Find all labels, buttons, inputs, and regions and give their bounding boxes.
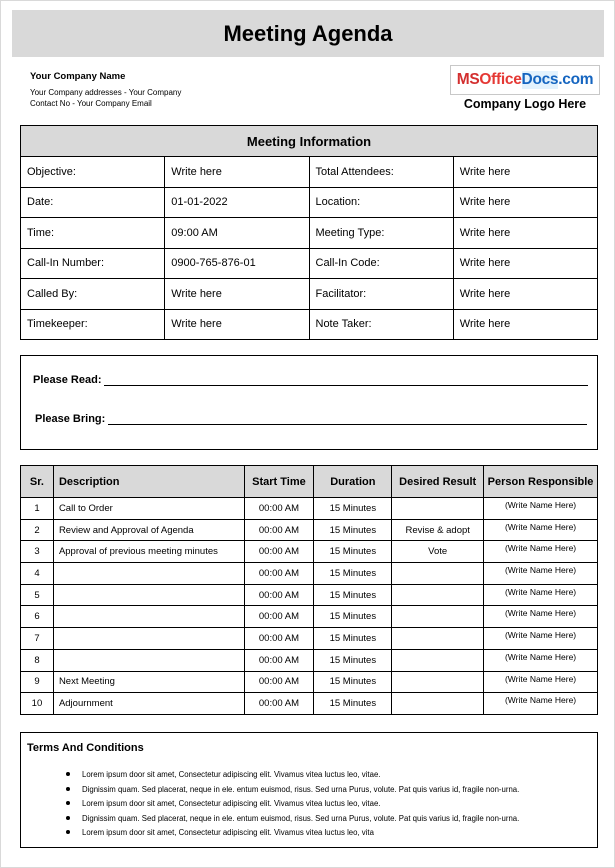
list-item: Lorem ipsum door sit amet, Consectetur adipiscing elit. Vivamus vitea luctus leo, vitae. — [65, 770, 519, 785]
info-label: Time: — [21, 218, 165, 249]
cell-desired-result[interactable]: Revise & adopt — [392, 519, 484, 541]
info-label: Total Attendees: — [309, 157, 453, 188]
col-header-desired-result: Desired Result — [392, 466, 484, 498]
cell-start-time[interactable]: 00:00 AM — [244, 628, 314, 650]
cell-sr: 1 — [21, 498, 54, 520]
agenda-header-row — [21, 466, 598, 498]
please-read-line — [33, 374, 588, 386]
cell-person-responsible[interactable]: (Write Name Here) — [484, 584, 598, 606]
info-value[interactable]: 0900-765-876-01 — [165, 248, 309, 279]
cell-start-time[interactable]: 00:00 AM — [244, 563, 314, 585]
meeting-info-row — [21, 248, 598, 279]
cell-person-responsible[interactable]: (Write Name Here) — [484, 693, 598, 715]
cell-duration[interactable]: 15 Minutes — [314, 649, 392, 671]
cell-sr: 3 — [21, 541, 54, 563]
cell-duration[interactable]: 15 Minutes — [314, 628, 392, 650]
cell-sr: 9 — [21, 671, 54, 693]
company-contact: Contact No - Your Company Email — [30, 98, 152, 108]
info-label: Date: — [21, 187, 165, 218]
page-title: Meeting Agenda — [223, 20, 393, 46]
cell-desired-result[interactable] — [392, 606, 484, 628]
cell-duration[interactable]: 15 Minutes — [314, 693, 392, 715]
cell-desired-result[interactable] — [392, 498, 484, 520]
cell-description[interactable] — [53, 649, 244, 671]
company-name: Your Company Name — [30, 71, 126, 82]
table-row — [21, 541, 598, 563]
meeting-info-table — [20, 125, 598, 340]
title-bar — [12, 10, 604, 57]
please-read-label: Please Read: — [33, 374, 102, 386]
cell-start-time[interactable]: 00:00 AM — [244, 649, 314, 671]
list-item: Dignissim quam. Sed placerat, neque in ele. entum euismod, risus. Sed urna Purus, volute. Pat quis varius id, fragile non-urna. — [65, 785, 519, 800]
cell-description[interactable] — [53, 584, 244, 606]
cell-description[interactable]: Next Meeting — [53, 671, 244, 693]
logo-caption: Company Logo Here — [463, 97, 587, 111]
cell-desired-result[interactable] — [392, 693, 484, 715]
list-item: Dignissim quam. Sed placerat, neque in ele. entum euismod, risus. Sed urna Purus, volute. Pat quis varius id, fragile non-urna. — [65, 814, 519, 829]
cell-start-time[interactable]: 00:00 AM — [244, 606, 314, 628]
cell-duration[interactable]: 15 Minutes — [314, 584, 392, 606]
col-header-person-responsible: Person Responsible — [484, 466, 598, 498]
meeting-info-heading: Meeting Information — [21, 126, 598, 157]
info-value[interactable]: Write here — [165, 309, 309, 340]
meeting-info-row — [21, 309, 598, 340]
cell-desired-result[interactable] — [392, 628, 484, 650]
meeting-info-row — [21, 279, 598, 310]
cell-person-responsible[interactable]: (Write Name Here) — [484, 519, 598, 541]
terms-box — [20, 732, 598, 848]
cell-sr: 6 — [21, 606, 54, 628]
cell-description[interactable]: Review and Approval of Agenda — [53, 519, 244, 541]
terms-list — [65, 770, 519, 843]
info-label: Timekeeper: — [21, 309, 165, 340]
cell-desired-result[interactable] — [392, 584, 484, 606]
col-header-duration: Duration — [314, 466, 392, 498]
cell-description[interactable]: Approval of previous meeting minutes — [53, 541, 244, 563]
info-label: Meeting Type: — [309, 218, 453, 249]
logo-part-office: Office — [479, 71, 522, 88]
terms-heading: Terms And Conditions — [27, 742, 144, 754]
info-value[interactable]: Write here — [453, 279, 597, 310]
info-value[interactable]: 01-01-2022 — [165, 187, 309, 218]
cell-sr: 10 — [21, 693, 54, 715]
table-row — [21, 498, 598, 520]
cell-person-responsible[interactable]: (Write Name Here) — [484, 606, 598, 628]
cell-person-responsible[interactable]: (Write Name Here) — [484, 671, 598, 693]
company-block — [30, 71, 181, 109]
info-label: Objective: — [21, 157, 165, 188]
cell-duration[interactable]: 15 Minutes — [314, 519, 392, 541]
info-label: Call-In Code: — [309, 248, 453, 279]
info-value[interactable]: Write here — [453, 187, 597, 218]
list-item: Lorem ipsum door sit amet, Consectetur adipiscing elit. Vivamus vitea luctus leo, vita — [65, 828, 519, 843]
info-value[interactable]: Write here — [453, 309, 597, 340]
logo-part-com: .com — [558, 71, 594, 88]
cell-person-responsible[interactable]: (Write Name Here) — [484, 563, 598, 585]
cell-desired-result[interactable]: Vote — [392, 541, 484, 563]
please-bring-label: Please Bring: — [35, 413, 106, 425]
company-logo — [450, 65, 600, 95]
cell-description[interactable] — [53, 606, 244, 628]
logo-part-docs: Docs — [521, 71, 559, 88]
please-read-field[interactable] — [104, 374, 588, 386]
cell-duration[interactable]: 15 Minutes — [314, 671, 392, 693]
cell-description[interactable] — [53, 628, 244, 650]
agenda-table — [20, 465, 598, 715]
cell-person-responsible[interactable]: (Write Name Here) — [484, 498, 598, 520]
info-value[interactable]: Write here — [165, 157, 309, 188]
cell-duration[interactable]: 15 Minutes — [314, 541, 392, 563]
cell-desired-result[interactable] — [392, 671, 484, 693]
please-bring-line — [35, 413, 587, 425]
info-label: Location: — [309, 187, 453, 218]
company-address: Your Company addresses - Your Company — [30, 88, 182, 97]
cell-person-responsible[interactable]: (Write Name Here) — [484, 541, 598, 563]
cell-start-time[interactable]: 00:00 AM — [244, 541, 314, 563]
meeting-info-header-row — [21, 126, 598, 157]
table-row — [21, 628, 598, 650]
cell-start-time[interactable]: 00:00 AM — [244, 519, 314, 541]
list-item: Lorem ipsum door sit amet, Consectetur adipiscing elit. Vivamus vitea luctus leo, vitae. — [65, 799, 519, 814]
meeting-info-row — [21, 218, 598, 249]
cell-description[interactable]: Call to Order — [53, 498, 244, 520]
meeting-info-row — [21, 187, 598, 218]
cell-description[interactable] — [53, 563, 244, 585]
info-value[interactable]: Write here — [165, 279, 309, 310]
table-row — [21, 563, 598, 585]
table-row — [21, 519, 598, 541]
cell-description[interactable]: Adjournment — [53, 693, 244, 715]
table-row — [21, 671, 598, 693]
cell-person-responsible[interactable]: (Write Name Here) — [484, 649, 598, 671]
table-row — [21, 606, 598, 628]
info-value[interactable]: 09:00 AM — [165, 218, 309, 249]
cell-sr: 4 — [21, 563, 54, 585]
table-row — [21, 584, 598, 606]
cell-start-time[interactable]: 00:00 AM — [244, 693, 314, 715]
cell-duration[interactable]: 15 Minutes — [314, 563, 392, 585]
cell-start-time[interactable]: 00:00 AM — [244, 498, 314, 520]
cell-sr: 8 — [21, 649, 54, 671]
col-header-sr: Sr. — [21, 466, 54, 498]
info-value[interactable]: Write here — [453, 218, 597, 249]
info-label: Called By: — [21, 279, 165, 310]
col-header-start-time: Start Time — [244, 466, 314, 498]
info-value[interactable]: Write here — [453, 157, 597, 188]
cell-person-responsible[interactable]: (Write Name Here) — [484, 628, 598, 650]
info-label: Facilitator: — [309, 279, 453, 310]
col-header-description: Description — [53, 466, 244, 498]
cell-desired-result[interactable] — [392, 649, 484, 671]
table-row — [21, 649, 598, 671]
please-bring-field[interactable] — [108, 413, 587, 425]
info-value[interactable]: Write here — [453, 248, 597, 279]
cell-desired-result[interactable] — [392, 563, 484, 585]
cell-start-time[interactable]: 00:00 AM — [244, 584, 314, 606]
cell-sr: 7 — [21, 628, 54, 650]
info-label: Note Taker: — [309, 309, 453, 340]
cell-duration[interactable]: 15 Minutes — [314, 606, 392, 628]
cell-sr: 5 — [21, 584, 54, 606]
logo-part-ms: MS — [456, 71, 480, 88]
cell-start-time[interactable]: 00:00 AM — [244, 671, 314, 693]
table-row — [21, 693, 598, 715]
please-read-bring-box — [20, 355, 598, 450]
meeting-info-row — [21, 157, 598, 188]
cell-sr: 2 — [21, 519, 54, 541]
info-label: Call-In Number: — [21, 248, 165, 279]
cell-duration[interactable]: 15 Minutes — [314, 498, 392, 520]
